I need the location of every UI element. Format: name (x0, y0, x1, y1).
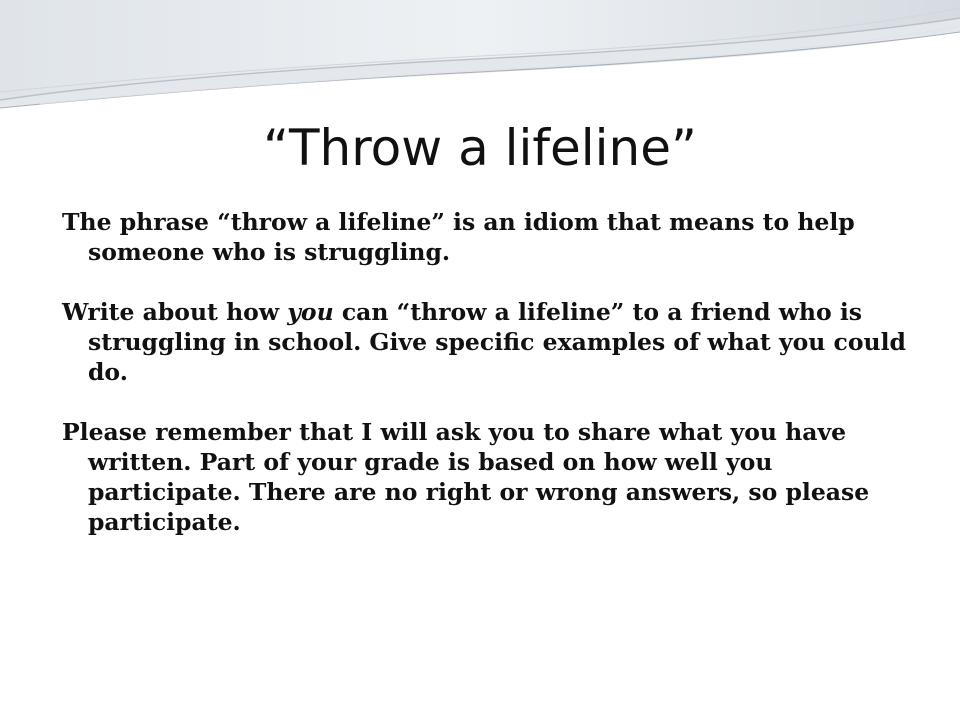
paragraph-idiom-definition: The phrase “throw a lifeline” is an idiom that means to help someone who is struggling. (62, 208, 855, 266)
prompt-text-after: can “throw a lifeline” to a friend who is struggling in school. Give specific examples of what you could do. (88, 298, 906, 386)
slide-body (62, 207, 912, 537)
paragraph-participation-note: Please remember that I will ask you to share what you have written. Part of your grade is based on how well you participate. There are no right or wrong answers, so please participate. (62, 418, 870, 536)
slide-title: “Throw a lifeline” (263, 119, 697, 177)
prompt-text-before: Write about how (62, 298, 288, 326)
paragraph-writing-prompt (62, 297, 912, 387)
header-wave-decoration (0, 0, 960, 130)
prompt-emphasis: you (287, 298, 334, 326)
